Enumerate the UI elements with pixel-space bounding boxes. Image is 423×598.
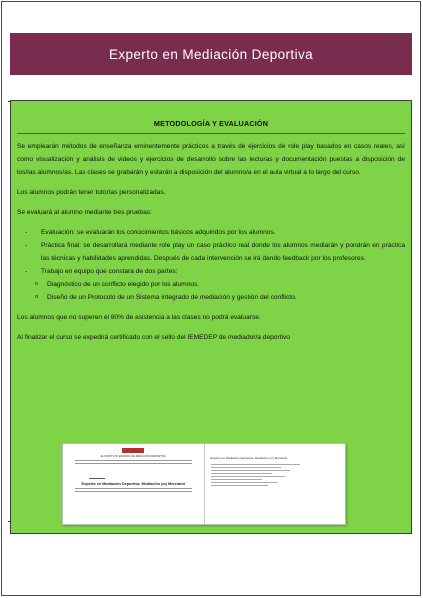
title-divider	[17, 133, 405, 134]
section-title: METODOLOGÍA Y EVALUACIÓN	[153, 119, 269, 128]
evaluation-list	[17, 226, 405, 278]
paragraph-tutorias: Los alumnos podrán tener tutorías personalizadas.	[17, 189, 166, 196]
certificate-image	[62, 443, 346, 525]
signature-icon	[89, 472, 105, 479]
paragraph-asistencia: Los alumnos que no superen el 80% de asistencia a las clases no podrá evaluarse.	[17, 314, 261, 321]
certificate-back-heading: Experto en Mediación Deportiva. Mediación (m) Merciarid	[210, 456, 288, 460]
title-banner	[10, 33, 412, 75]
iemedep-logo-icon	[122, 448, 144, 453]
certificate-course: Experto en Mediación Deportiva. Mediación (m) Merciarid	[81, 482, 185, 486]
paragraph-methods: Se emplearán métodos de enseñanza eminentemente prácticos a través de ejercicios de role play basados en casos reales, así como visualización y análisis de videos y ejercicios de desarrollo sobre las lecturas y documentación puestas a disposición de los/las alumnos/as. Las clases se grabarán y estarán a disposición del alumno/a en el aula virtual a lo largo del curso.	[17, 143, 405, 176]
list-item: - Evaluación: se evaluarán los conocimientos básicos adquiridos por los alumnos.	[23, 226, 405, 239]
list-item: - Práctica final: se desarrollará mediante role play un caso práctico real donde los alumnos mediarán y pondrán en práctica las técnicas y habilidades aprendidas. Después de cada intervención se irá dando feedback por los profesores.	[23, 239, 405, 265]
certificate-front	[63, 444, 205, 524]
sublist-item: o Diseño de un Protocolo de un Sistema integrado de mediación y gestión del conflicto.	[35, 291, 405, 304]
paragraph-certificado: Al finalizar el curso se expedirá certificado con el sello del IEMEDEP de mediador/a deportivo	[17, 334, 290, 341]
teamwork-sublist	[17, 278, 405, 304]
list-item: - Trabajo en equipo que constara de dos partes:	[23, 265, 405, 278]
paragraph-evaluacion: Se evaluará al alumno mediante tres pruebas:	[17, 209, 152, 216]
certificate-back	[205, 444, 346, 524]
certificate-org: EL INSTITUTO ESPAÑOL DE MEDIACIÓN DEPORTIVA	[100, 455, 166, 458]
sublist-item: o Diagnóstico de un conflicto elegido por los alumnos.	[35, 278, 405, 291]
banner-title: Experto en Mediación Deportiva	[108, 46, 314, 62]
